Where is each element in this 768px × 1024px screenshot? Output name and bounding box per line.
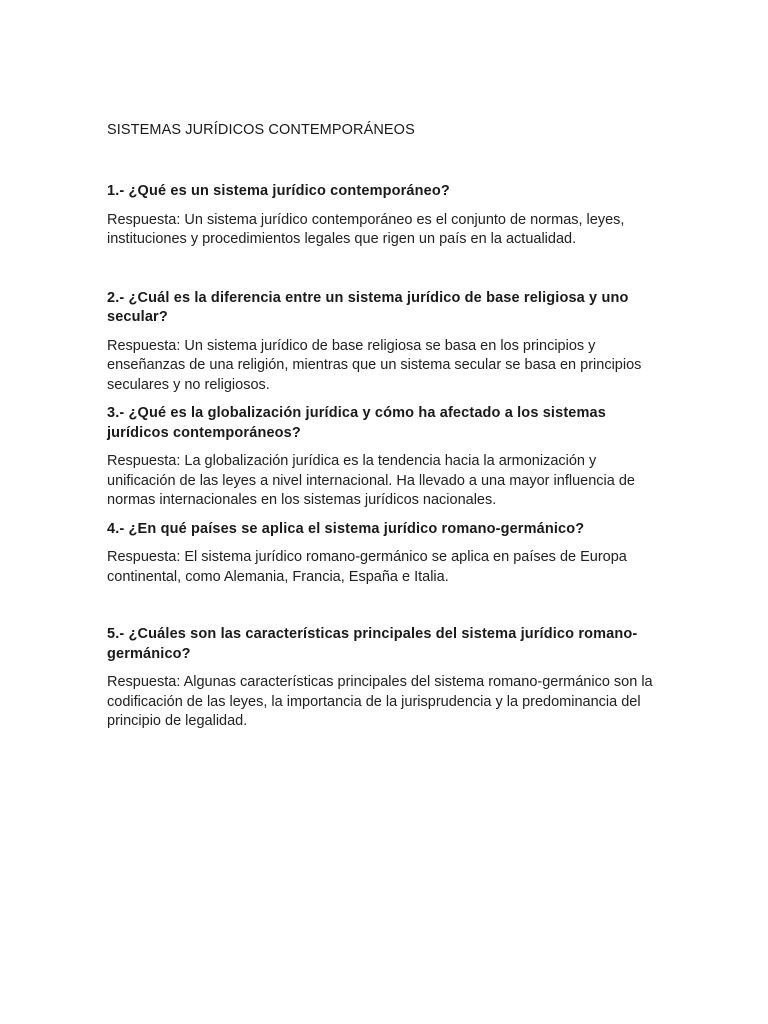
document-title: SISTEMAS JURÍDICOS CONTEMPORÁNEOS xyxy=(107,122,415,138)
qa-item-4 xyxy=(107,520,667,588)
answer-4: Respuesta: El sistema jurídico romano-germánico se aplica en países de Europa continental, como Alemania, Francia, España e Italia. xyxy=(107,549,627,585)
answer-5: Respuesta: Algunas características principales del sistema romano-germánico son la codificación de las leyes, la importancia de la jurisprudencia y la predominancia del principio de legalidad. xyxy=(107,674,653,729)
question-1: 1.- ¿Qué es un sistema jurídico contemporáneo? xyxy=(107,183,450,199)
qa-item-5 xyxy=(107,625,667,732)
question-4: 4.- ¿En qué países se aplica el sistema jurídico romano-germánico? xyxy=(107,520,585,537)
question-3: 3.- ¿Qué es la globalización jurídica y cómo ha afectado a los sistemas jurídicos contemporáneos? xyxy=(107,405,606,441)
answer-2: Respuesta: Un sistema jurídico de base religiosa se basa en los principios y enseñanzas de una religión, mientras que un sistema secular se basa en principios seculares y no religiosos. xyxy=(107,337,642,393)
answer-1: Respuesta: Un sistema jurídico contemporáneo es el conjunto de normas, leyes, instituciones y procedimientos legales que rigen un país en la actualidad. xyxy=(107,211,625,247)
question-5: 5.- ¿Cuáles son las características principales del sistema jurídico romano-germánico? xyxy=(107,626,638,662)
qa-item-3 xyxy=(107,404,667,511)
question-2: 2.- ¿Cuál es la diferencia entre un sistema jurídico de base religiosa y uno secular? xyxy=(107,289,629,325)
qa-item-2 xyxy=(107,289,667,396)
document-page xyxy=(107,121,667,732)
answer-3: Respuesta: La globalización jurídica es la tendencia hacia la armonización y unificación de las leyes a nivel internacional. Ha llevado a una mayor influencia de normas internacionales en los sistemas jurídicos nacionales. xyxy=(107,453,635,508)
qa-item-1 xyxy=(107,182,667,250)
